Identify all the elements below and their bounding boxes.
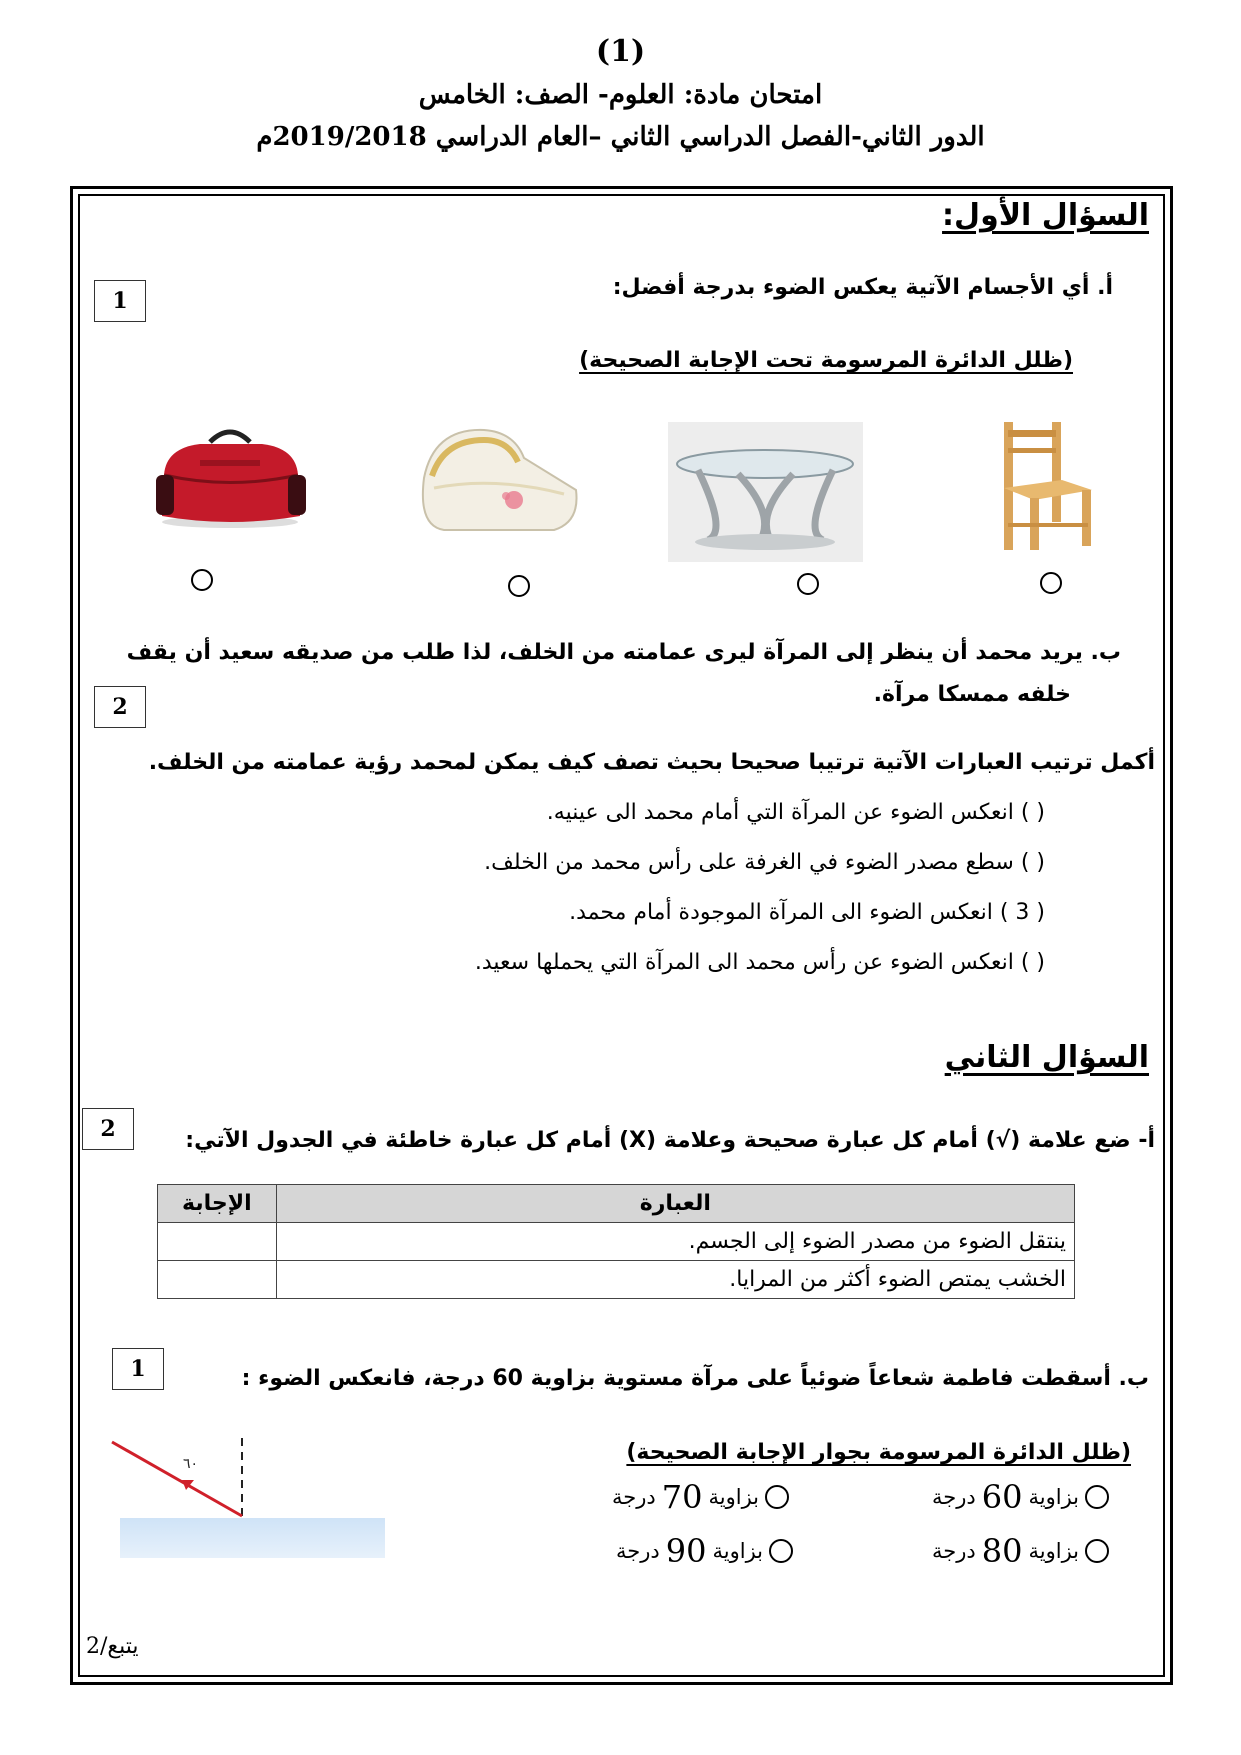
table-header-row [158, 1185, 1075, 1223]
mark-value: 1 [130, 1356, 146, 1382]
option-pre: بزاوية [1028, 1485, 1079, 1509]
option-value: 70 [661, 1478, 703, 1516]
order-text: سطع مصدر الضوء في الغرفة على رأس محمد من الخلف. [484, 850, 1014, 875]
option-post: درجة [612, 1485, 656, 1509]
continue-note: يتبع/2 [86, 1634, 139, 1659]
answer-circle-baby-carrier[interactable] [508, 575, 530, 597]
q1b-text-line2: خلفه ممسكا مرآة. [873, 682, 1071, 707]
order-blank[interactable]: ( ) [1020, 800, 1045, 825]
q1b-text-line1: ب. يريد محمد أن ينظر إلى المرآة ليرى عمامته من الخلف، لذا طلب من صديقه سعيد أن يقف [126, 640, 1121, 665]
order-item-3 [569, 900, 1045, 925]
mark-value: 1 [112, 288, 128, 314]
option-70[interactable] [612, 1478, 789, 1516]
q1a-mark-box [94, 280, 146, 322]
answer-circle-mirror-table[interactable] [797, 573, 819, 595]
table-row [158, 1261, 1075, 1299]
mirror-table-image [668, 422, 863, 562]
order-text: انعكس الضوء الى المرآة الموجودة أمام محمد. [569, 900, 993, 925]
mirror-surface [120, 1518, 385, 1558]
bag-image [150, 420, 310, 540]
q1a-text: أ. أي الأجسام الآتية يعكس الضوء بدرجة أفضل: [612, 275, 1113, 300]
angle-label: ٦٠ [182, 1456, 198, 1472]
statement-cell: ينتقل الضوء من مصدر الضوء إلى الجسم. [276, 1223, 1074, 1261]
baby-carrier-image [404, 418, 584, 543]
page-number: (1) [595, 34, 646, 69]
option-90[interactable] [616, 1532, 793, 1570]
answer-cell[interactable] [158, 1223, 277, 1261]
chair-image [986, 418, 1106, 553]
answer-circle-bag[interactable] [191, 569, 213, 591]
order-blank[interactable]: ( 3 ) [999, 900, 1045, 925]
option-pre: بزاوية [708, 1485, 759, 1509]
option-60[interactable] [932, 1478, 1109, 1516]
option-post: درجة [616, 1539, 660, 1563]
option-value: 80 [981, 1532, 1023, 1570]
order-item-1 [547, 800, 1045, 825]
statement-cell: الخشب يمتص الضوء أكثر من المرايا. [276, 1261, 1074, 1299]
option-circle[interactable] [765, 1485, 789, 1509]
q1a-instruction: (ظلل الدائرة المرسومة تحت الإجابة الصحيحة) [579, 348, 1073, 373]
order-blank[interactable]: ( ) [1020, 950, 1045, 975]
q2b-text: ب. أسقطت فاطمة شعاعاً ضوئياً على مرآة مستوية بزاوية 60 درجة، فانعكس الضوء : [241, 1366, 1149, 1391]
mark-value: 2 [112, 694, 128, 720]
order-item-4 [475, 950, 1045, 975]
option-pre: بزاوية [1028, 1539, 1079, 1563]
option-circle[interactable] [1085, 1485, 1109, 1509]
order-item-2 [484, 850, 1045, 875]
q2a-text: أ- ضع علامة (√) أمام كل عبارة صحيحة وعلامة (X) أمام كل عبارة خاطئة في الجدول الآتي: [185, 1128, 1155, 1153]
order-blank[interactable]: ( ) [1020, 850, 1045, 875]
option-value: 60 [981, 1478, 1023, 1516]
q2a-mark-box [82, 1108, 134, 1150]
question-2-title: السؤال الثاني [944, 1040, 1149, 1075]
true-false-table [157, 1184, 1075, 1299]
column-header-statement: العبارة [276, 1185, 1074, 1223]
exam-session: الدور الثاني-الفصل الدراسي الثاني –العام الدراسي 2019/2018م [256, 122, 985, 152]
option-circle[interactable] [1085, 1539, 1109, 1563]
mark-value: 2 [100, 1116, 116, 1142]
option-circle[interactable] [769, 1539, 793, 1563]
answer-circle-chair[interactable] [1040, 572, 1062, 594]
reflection-diagram [108, 1438, 398, 1566]
q2b-mark-box [112, 1348, 164, 1390]
q2b-instruction: (ظلل الدائرة المرسومة بجوار الإجابة الصحيحة) [626, 1440, 1131, 1465]
column-header-answer: الإجابة [158, 1185, 277, 1223]
option-value: 90 [665, 1532, 707, 1570]
option-pre: بزاوية [712, 1539, 763, 1563]
answer-cell[interactable] [158, 1261, 277, 1299]
order-text: انعكس الضوء عن رأس محمد الى المرآة التي يحملها سعيد. [474, 950, 1014, 975]
q1b-instruction: أكمل ترتيب العبارات الآتية ترتيبا صحيحا بحيث تصف كيف يمكن لمحمد رؤية عمامته من الخلف. [148, 750, 1155, 775]
incident-ray [112, 1442, 242, 1516]
order-text: انعكس الضوء عن المرآة التي أمام محمد الى عينيه. [546, 800, 1014, 825]
table-row [158, 1223, 1075, 1261]
option-post: درجة [932, 1539, 976, 1563]
question-1-title: السؤال الأول: [942, 198, 1149, 233]
option-post: درجة [932, 1485, 976, 1509]
exam-title: امتحان مادة: العلوم- الصف: الخامس [418, 80, 823, 110]
q1b-mark-box [94, 686, 146, 728]
option-80[interactable] [932, 1532, 1109, 1570]
